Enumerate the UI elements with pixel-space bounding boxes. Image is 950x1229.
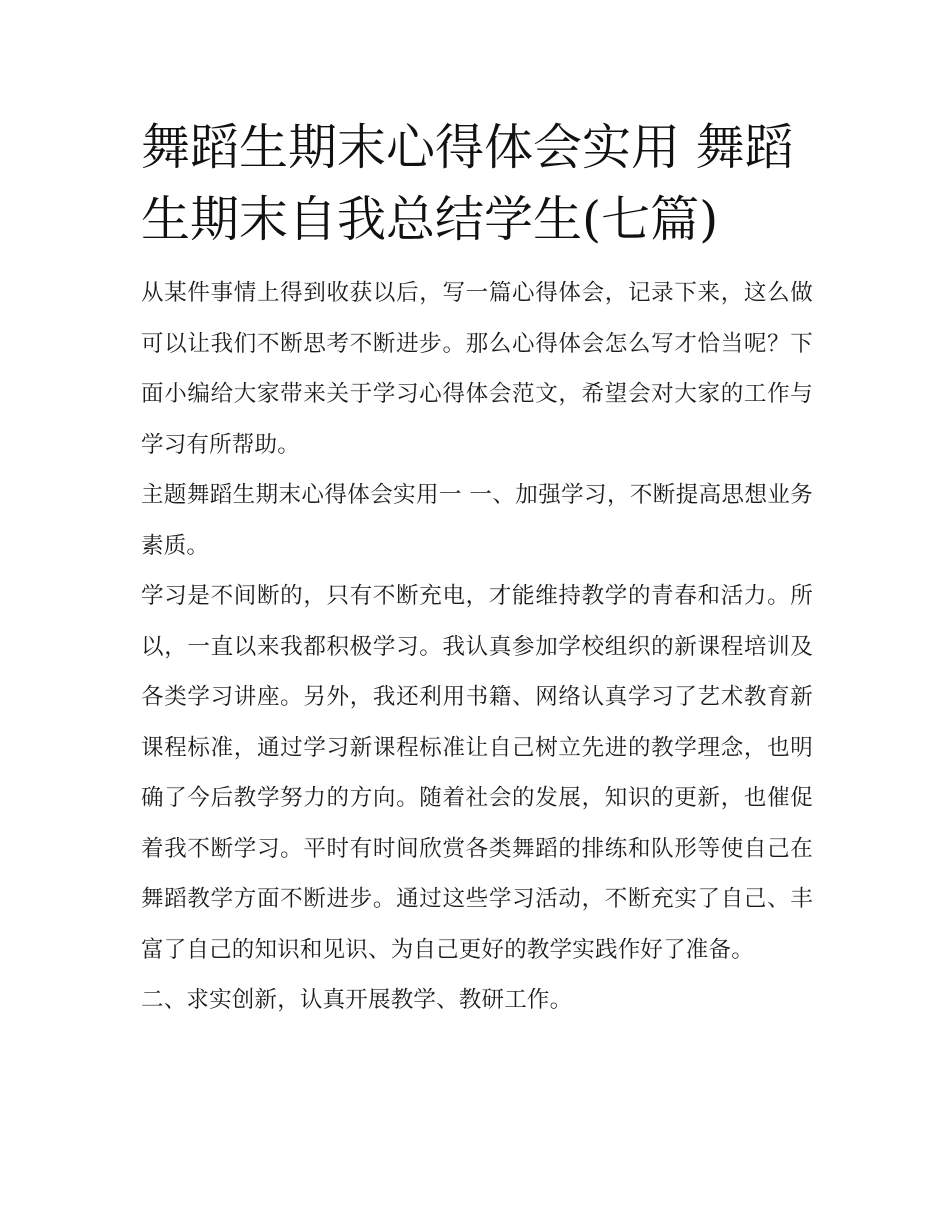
- body-paragraph: 学习是不间断的，只有不断充电，才能维持教学的青春和活力。所以，一直以来我都积极学习。我认真参加学校组织的新课程培训及各类学习讲座。另外，我还利用书籍、网络认真学习了艺术教育新课程标准，通过学习新课程标准让自己树立先进的教学理念，也明确了今后教学努力的方向。随着社会的发展，知识的更新，也催促着我不断学习。平时有时间欣赏各类舞蹈的排练和队形等使自己在舞蹈教学方面不断进步。通过这些学习活动，不断充实了自己、丰富了自己的知识和见识、为自己更好的教学实践作好了准备。: [141, 583, 813, 963]
- section-heading-paragraph-2: 二、求实创新，认真开展教学、教研工作。: [141, 987, 573, 1013]
- document-page: [141, 112, 813, 1026]
- intro-paragraph: 从某件事情上得到收获以后，写一篇心得体会，记录下来，这么做可以让我们不断思考不断进步。那么心得体会怎么写才恰当呢？下面小编给大家带来关于学习心得体会范文，希望会对大家的工作与学习有所帮助。: [141, 280, 813, 458]
- document-title: 舞蹈生期末心得体会实用 舞蹈生期末自我总结学生(七篇): [141, 119, 794, 248]
- section-heading-paragraph: 主题舞蹈生期末心得体会实用一 一、加强学习，不断提高思想业务素质。: [141, 482, 813, 559]
